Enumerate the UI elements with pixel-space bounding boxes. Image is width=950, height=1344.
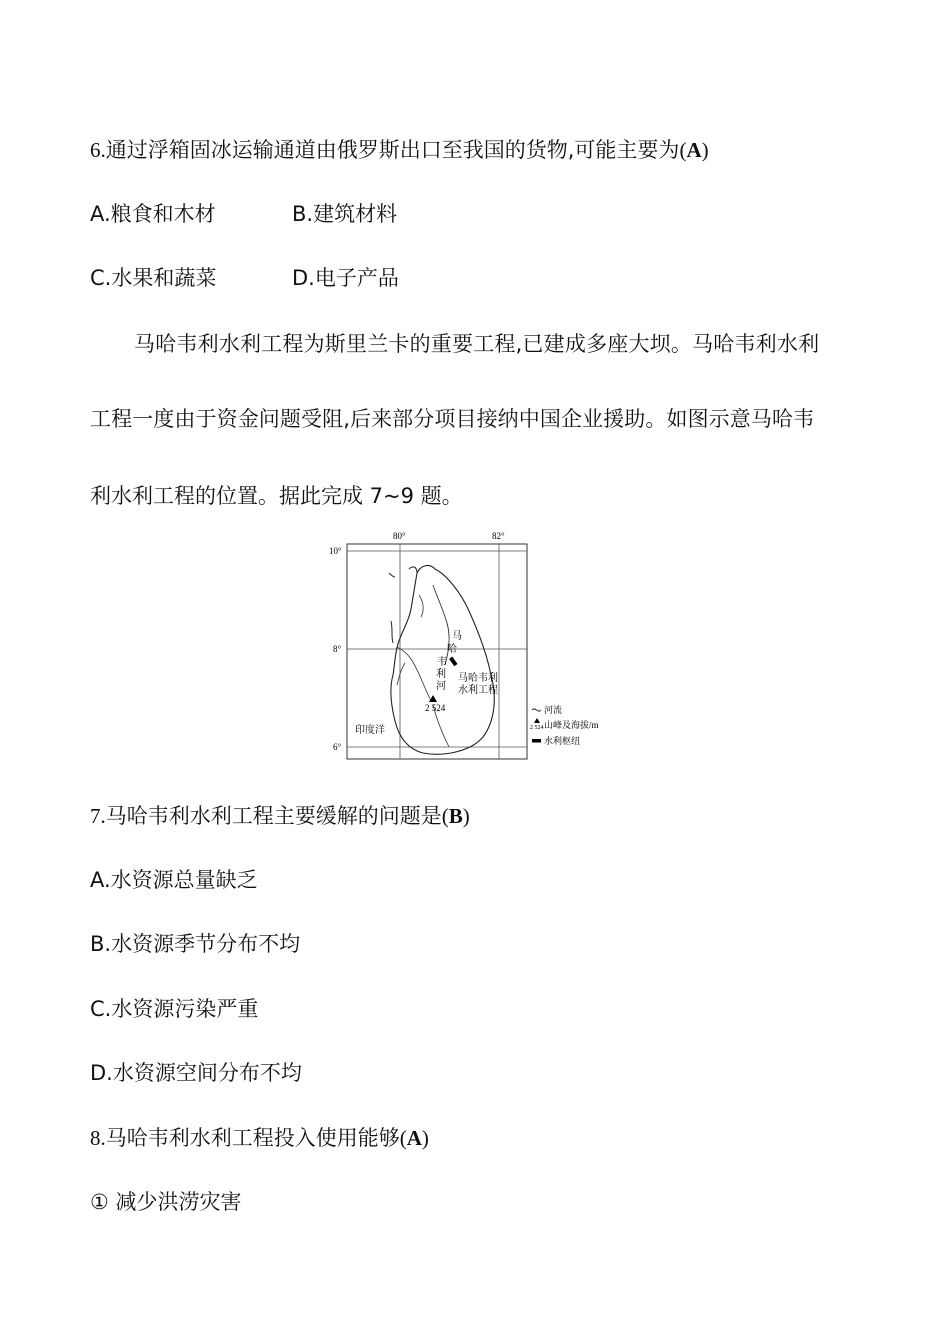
passage bbox=[90, 328, 865, 508]
legend-river-icon bbox=[532, 709, 541, 711]
river-west bbox=[397, 647, 431, 701]
passage-line-2: 工程一度由于资金问题受阻,后来部分项目接纳中国企业援助。如图示意马哈韦 bbox=[90, 407, 815, 431]
question-8: 8.马哈韦利水利工程投入使用能够(A) bbox=[90, 1126, 429, 1150]
lat-label-10: 10° bbox=[329, 546, 342, 556]
question-number: 6. bbox=[90, 138, 106, 162]
river-north bbox=[419, 595, 423, 617]
river-label-char-2: 哈 bbox=[447, 644, 457, 655]
option-b: B.水资源季节分布不均 bbox=[90, 932, 301, 956]
river-west-2 bbox=[397, 663, 405, 685]
jaffna-peninsula bbox=[409, 567, 417, 573]
legend-river: 河流 bbox=[544, 705, 563, 715]
kalpitiya-spit bbox=[391, 621, 393, 643]
answer-key: A bbox=[406, 1126, 422, 1150]
q6-options-row-2 bbox=[90, 264, 490, 292]
option-b: B.建筑材料 bbox=[292, 202, 398, 226]
legend-peak: 山峰及海拔/m bbox=[544, 720, 599, 730]
q6-options-row-1 bbox=[90, 200, 490, 228]
option-c: C.水资源污染严重 bbox=[90, 997, 259, 1021]
option-d: D.水资源空间分布不均 bbox=[90, 1061, 302, 1085]
option-a: A.水资源总量缺乏 bbox=[90, 868, 258, 892]
question-stem: 马哈韦利水利工程投入使用能够 bbox=[105, 1126, 400, 1150]
river-label-char-5: 河 bbox=[436, 681, 446, 692]
legend-dam: 水利枢纽 bbox=[544, 736, 581, 746]
project-label-line-2: 水利工程 bbox=[458, 685, 498, 696]
legend-peak-value: 2 524 bbox=[530, 725, 544, 731]
river-label-char-3: 韦 bbox=[437, 657, 447, 668]
lat-label-6: 6° bbox=[333, 742, 342, 752]
option-c: C.水果和蔬菜 bbox=[90, 266, 217, 290]
legend-dam-icon bbox=[532, 739, 541, 743]
question-stem: 马哈韦利水利工程主要缓解的问题是 bbox=[105, 804, 442, 828]
statement-1: ① 减少洪涝灾害 bbox=[90, 1190, 242, 1214]
question-stem: 通过浮箱固冰运输通道由俄罗斯出口至我国的货物,可能主要为 bbox=[105, 138, 680, 162]
passage-line-1: 马哈韦利水利工程为斯里兰卡的重要工程,已建成多座大坝。马哈韦利水利 bbox=[134, 332, 820, 356]
dam-symbol bbox=[449, 657, 457, 667]
question-7: 7.马哈韦利水利工程主要缓解的问题是(B) bbox=[90, 804, 470, 828]
question-6: 6.通过浮箱固冰运输通道由俄罗斯出口至我国的货物,可能主要为(A) bbox=[90, 138, 709, 162]
answer-key: A bbox=[686, 138, 702, 162]
sri-lanka-map bbox=[325, 525, 625, 765]
lat-label-8: 8° bbox=[333, 644, 342, 654]
passage-line-3: 利水利工程的位置。据此完成 7~9 题。 bbox=[90, 484, 463, 508]
river-label-char-4: 利 bbox=[436, 669, 446, 680]
option-a: A.粮食和木材 bbox=[90, 202, 216, 226]
river-label-char-1: 马 bbox=[452, 631, 462, 642]
question-number: 7. bbox=[90, 804, 106, 828]
peak-elevation: 2 524 bbox=[425, 703, 446, 713]
lon-label-82: 82° bbox=[492, 531, 505, 541]
islet bbox=[389, 573, 395, 577]
legend-peak-icon bbox=[534, 718, 540, 723]
project-label-line-1: 马哈韦利 bbox=[458, 673, 498, 684]
ocean-label: 印度洋 bbox=[355, 725, 385, 736]
option-d: D.电子产品 bbox=[292, 266, 399, 290]
question-number: 8. bbox=[90, 1126, 106, 1150]
answer-key: B bbox=[448, 804, 463, 828]
lon-label-80: 80° bbox=[393, 531, 406, 541]
